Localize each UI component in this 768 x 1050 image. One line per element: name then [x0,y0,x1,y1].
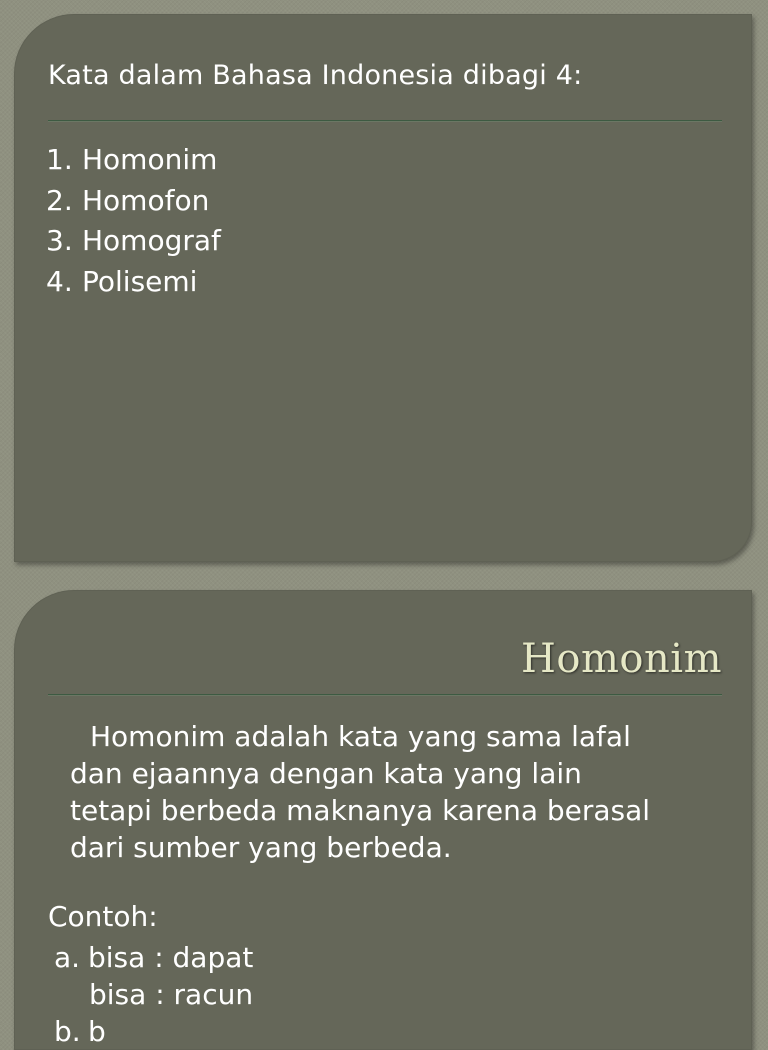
list-number: 3. [46,224,73,257]
paragraph-line: dan ejaannya dengan kata yang lain [70,757,582,790]
list-item [46,181,221,222]
example-item [89,976,253,1013]
example-text: bisa : racun [89,978,254,1011]
list-number: 2. [46,183,73,217]
list-label: Homonim [82,143,218,176]
heading-divider [48,120,722,121]
title-divider [48,694,722,695]
slide-2 [14,590,752,1050]
slide-heading: Kata dalam Bahasa Indonesia dibagi 4: [48,60,583,91]
list-item [46,221,221,262]
list-item [46,262,221,303]
paragraph-line: Homonim adalah kata yang sama lafal [90,720,631,753]
slide-title: Homonim [521,636,722,682]
example-item [54,1013,106,1050]
list-number: 4. [46,264,73,298]
list-label: Polisemi [82,264,198,298]
list-item [46,140,221,181]
example-text: b [88,1015,106,1048]
example-item [54,939,253,976]
example-text: bisa : dapat [88,941,254,974]
paragraph-line: tetapi berbeda maknanya karena berasal [70,794,651,827]
example-marker: a. [54,941,81,974]
list-number: 1. [46,143,73,176]
paragraph-line: dari sumber yang berbeda. [70,831,452,864]
example-marker: b. [54,1015,81,1048]
list-label: Homofon [82,183,210,217]
definition-paragraph [70,718,746,866]
slide-1 [14,14,752,562]
word-category-list [46,140,221,302]
list-label: Homograf [82,224,221,257]
examples-label: Contoh: [48,900,158,933]
